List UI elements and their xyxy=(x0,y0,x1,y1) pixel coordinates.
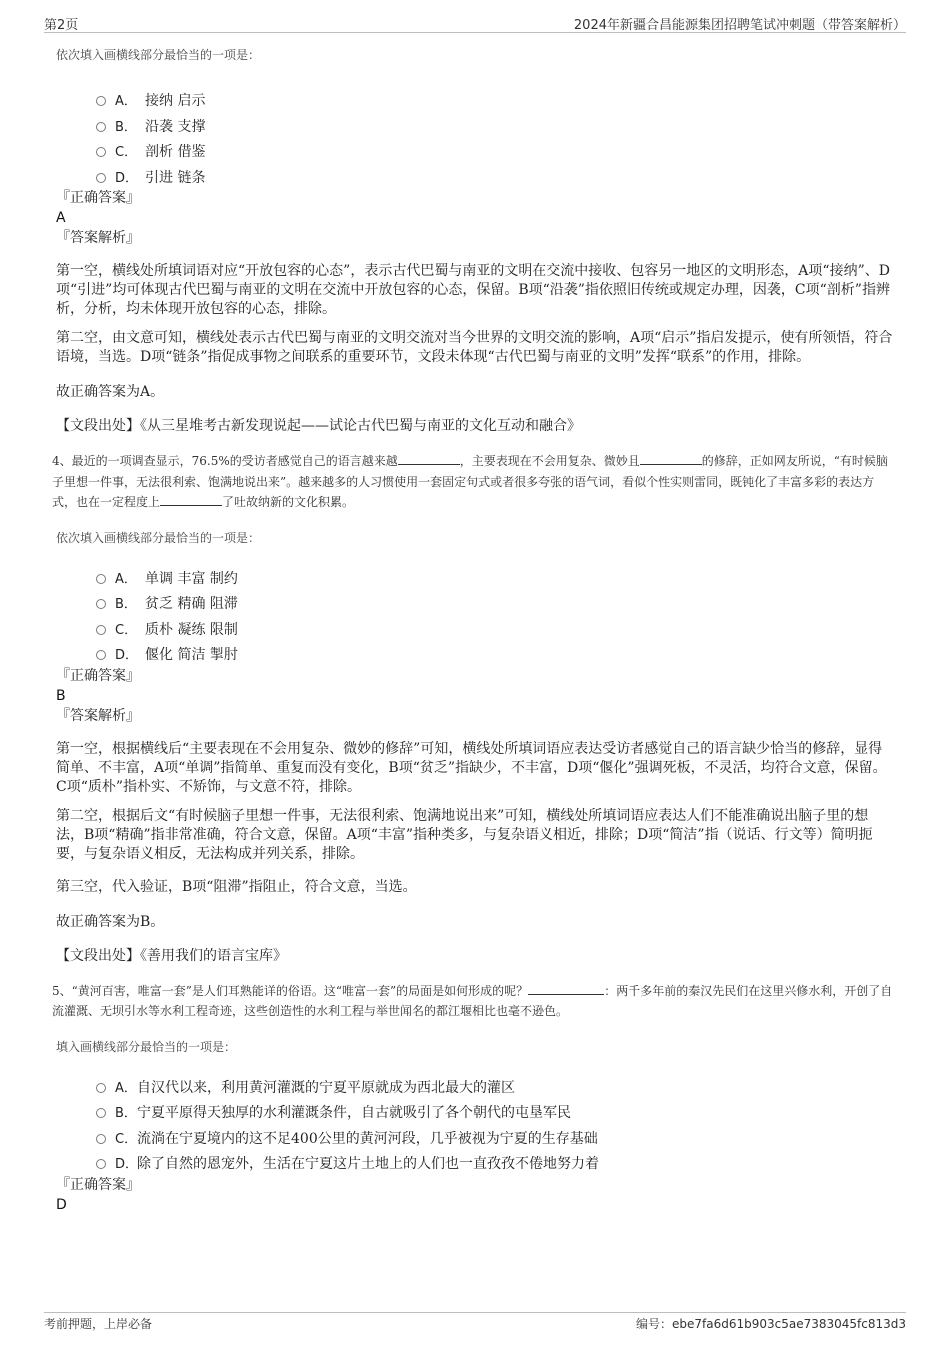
q3-answer: A xyxy=(56,210,66,226)
page-number: 第2页 xyxy=(44,18,79,33)
q3-option-a[interactable]: A． 接纳 启示 xyxy=(96,90,896,116)
q3-analysis-paragraph: 第一空，横线处所填词语对应“开放包容的心态”，表示古代巴蜀与南亚的文明在交流中接收、包容另一地区的文明形态，A项“接纳”、D项“引进”均可体现古代巴蜀与南亚的文明在交流中开放包容的心态，保留。B项“沿袭”指依照旧传统或规定办理，因袭，C项“剖析”指辨析，分析，均未体现开放包容的心态，排除。 xyxy=(56,263,890,317)
radio-icon[interactable] xyxy=(96,1083,106,1093)
q4-conclusion: 故正确答案为B。 xyxy=(56,913,165,930)
q4-option-a[interactable]: A． 单调 丰富 制约 xyxy=(96,568,896,594)
page-footer xyxy=(44,1312,906,1333)
radio-icon[interactable] xyxy=(96,625,106,635)
radio-icon[interactable] xyxy=(96,1134,106,1144)
q3-conclusion: 故正确答案为A。 xyxy=(56,384,165,400)
answer-blank xyxy=(160,493,222,506)
radio-icon[interactable] xyxy=(96,96,106,106)
answer-blank xyxy=(528,982,604,995)
answer-blank xyxy=(398,452,460,465)
radio-icon[interactable] xyxy=(96,650,106,660)
q4-source: 【文段出处】《善用我们的语言宝库》 xyxy=(56,947,287,964)
q4-analysis-paragraph: 第二空，根据后文“有时候脑子里想一件事，无法很利索、饱满地说出来”可知，横线处所填词语应表达人们不能准确说出脑子里的想法，B项“精确”指非常准确，符合文意，保留。A项“丰富”指种类多，与复杂语义相近，排除；D项“简洁”指（说话、行文等）简明扼要，与复杂语义相反，无法构成并列关系，排除。 xyxy=(56,807,873,862)
q3-prompt: 依次填入画横线部分最恰当的一项是： xyxy=(56,48,261,62)
q4-option-d[interactable]: D． 偃化 简洁 掣肘 xyxy=(96,644,896,670)
radio-icon[interactable] xyxy=(96,574,106,584)
radio-icon[interactable] xyxy=(96,173,106,183)
q4-answer: B xyxy=(56,687,66,704)
q5-option-b[interactable]: B．宁夏平原得天独厚的水利灌溉条件，自古就吸引了各个朝代的屯垦军民 xyxy=(96,1102,896,1128)
q4-answer-label: 『正确答案』 xyxy=(56,667,140,684)
q5-options xyxy=(96,1077,896,1179)
radio-icon[interactable] xyxy=(96,147,106,157)
q4-prompt: 依次填入画横线部分最恰当的一项是： xyxy=(56,530,261,545)
q3-analysis-label: 『答案解析』 xyxy=(56,230,140,246)
q3-source: 【文段出处】《从三星堆考古新发现说起——试论古代巴蜀与南亚的文化互动和融合》 xyxy=(56,418,581,434)
q5-question: 5、“黄河百害，唯富一套”是人们耳熟能详的俗语。这“唯富一套”的局面是如何形成的呢？ ：两千多年前的秦汉先民们在这里兴修水利，开创了自流灌溉、无坝引水等水利工程奇迹，这些创造性的水利工程与举世闻名的都江堰相比也毫不逊色。 xyxy=(52,983,893,1018)
radio-icon[interactable] xyxy=(96,122,106,132)
q5-prompt: 填入画横线部分最恰当的一项是： xyxy=(56,1039,237,1054)
document-title: 2024年新疆合昌能源集团招聘笔试冲刺题（带答案解析） xyxy=(573,18,906,33)
q4-options xyxy=(96,568,896,670)
q3-option-c[interactable]: C． 剖析 借鉴 xyxy=(96,141,896,167)
footer-slogan: 考前押题，上岸必备 xyxy=(44,1317,153,1331)
q4-analysis-paragraph: 第一空，根据横线后“主要表现在不会用复杂、微妙的修辞”可知，横线处所填词语应表达受访者感觉自己的语言缺少恰当的修辞，显得简单、不丰富，A项“单调”指简单、重复而没有变化，B项“贫乏”指缺少，不丰富，D项“偃化”强调死板，不灵活，均符合文意，保留。C项“质朴”指朴实、不矫饰，与文意不符，排除。 xyxy=(56,740,887,795)
q4-option-b[interactable]: B． 贫乏 精确 阻滞 xyxy=(96,593,896,619)
radio-icon[interactable] xyxy=(96,599,106,609)
q3-option-b[interactable]: B． 沿袭 支撑 xyxy=(96,116,896,142)
page-header xyxy=(44,14,906,33)
q4-analysis-label: 『答案解析』 xyxy=(56,707,140,724)
q5-option-d[interactable]: D．除了自然的恩宠外，生活在宁夏这片土地上的人们也一直孜孜不倦地努力着 xyxy=(96,1153,896,1179)
q5-option-a[interactable]: A．自汉代以来，利用黄河灌溉的宁夏平原就成为西北最大的灌区 xyxy=(96,1077,896,1103)
q4-question: 4、最近的一项调查显示，76.5%的受访者感觉自己的语言越来越 ，主要表现在不会用复杂、微妙且 的修辞，正如网友所说，“有时候脑子里想一件事，无法很利索、饱满地说出来”。越来越多的人习惯使用一套固定句式或者很多夸张的语气词，看似个性实则雷同，既钝化了丰富多彩的表达方式，也在一定程度上 了吐故纳新的文化积累。 xyxy=(52,454,888,509)
page-content xyxy=(52,46,896,1215)
answer-blank xyxy=(640,452,702,465)
q4-option-c[interactable]: C． 质朴 凝练 限制 xyxy=(96,619,896,645)
q5-option-c[interactable]: C．流淌在宁夏境内的这不足400公里的黄河河段，几乎被视为宁夏的生存基础 xyxy=(96,1128,896,1154)
q3-answer-label: 『正确答案』 xyxy=(56,190,140,206)
q5-answer: D xyxy=(56,1196,67,1213)
q5-answer-label: 『正确答案』 xyxy=(56,1176,140,1193)
q3-option-d[interactable]: D． 引进 链条 xyxy=(96,167,896,193)
document-id: 编号：ebe7fa6d61b903c5ae7383045fc813d3 xyxy=(635,1317,906,1331)
q3-options xyxy=(96,90,896,192)
radio-icon[interactable] xyxy=(96,1108,106,1118)
q4-analysis-paragraph: 第三空，代入验证，B项“阻滞”指阻止，符合文意，当选。 xyxy=(56,878,417,895)
q3-analysis-paragraph: 第二空，由文意可知，横线处表示古代巴蜀与南亚的文明交流对当今世界的文明交流的影响，A项“启示”指启发提示，使有所领悟，符合语境，当选。D项“链条”指促成事物之间联系的重要环节，文段未体现“古代巴蜀与南亚的文明”发挥“联系”的作用，排除。 xyxy=(56,330,893,365)
radio-icon[interactable] xyxy=(96,1159,106,1169)
